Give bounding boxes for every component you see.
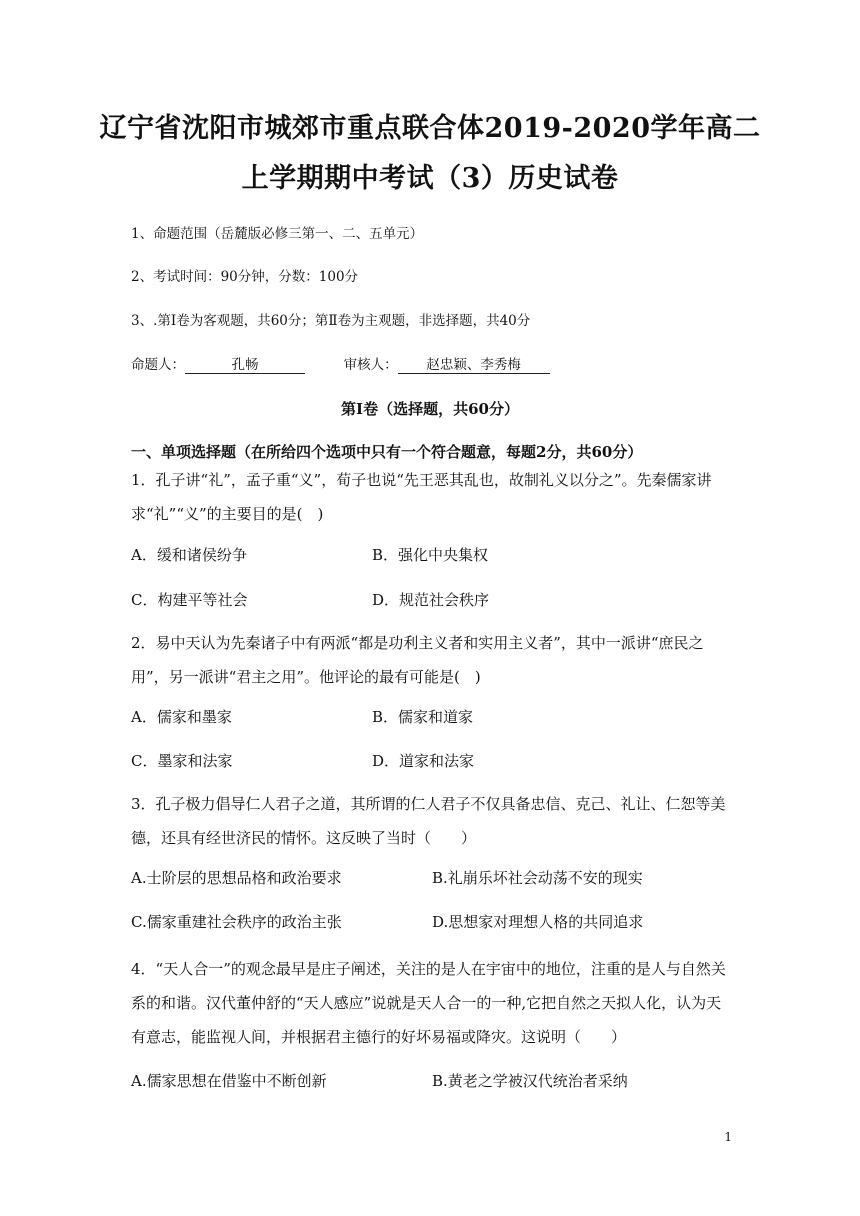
question-1-option-d: D．规范社会秩序: [372, 591, 490, 609]
setter-label: 命题人：: [131, 357, 185, 373]
question-3-option-a: A.士阶层的思想品格和政治要求: [131, 869, 342, 887]
question-3-option-c: C.儒家重建社会秩序的政治主张: [131, 913, 342, 931]
question-3-option-d: D.思想家对理想人格的共同追求: [432, 913, 644, 931]
question-1-stem: 1．孔子讲“礼”，孟子重“义”，荀子也说“先王恶其乱也，故制礼义以分之”。先秦儒家讲求“礼”“义”的主要目的是( ): [131, 471, 712, 523]
reviewer-label: 审核人：: [343, 357, 398, 373]
setter-name: 孔畅: [185, 353, 305, 374]
question-4-option-b: B.黄老之学被汉代统治者采纳: [432, 1072, 628, 1090]
note-scope: 1、命题范围（岳麓版必修三第一、二、五单元）: [131, 226, 424, 242]
question-1-option-a: A．缓和诸侯纷争: [131, 546, 247, 564]
reviewer-name: 赵忠颖、李秀梅: [398, 353, 550, 374]
question-3-option-b: B.礼崩乐坏社会动荡不安的现实: [432, 869, 643, 887]
authors-line: [131, 353, 550, 374]
question-1-option-c: C．构建平等社会: [131, 591, 248, 609]
question-1-option-b: B．强化中央集权: [372, 546, 489, 564]
page-number: 1: [724, 1130, 732, 1144]
question-2-option-d: D．道家和法家: [372, 752, 475, 770]
note-time: 2、考试时间：90分钟，分数：100分: [131, 269, 359, 285]
question-2-option-a: A．儒家和墨家: [131, 708, 232, 726]
note-structure: 3、.第Ⅰ卷为客观题，共60分；第Ⅱ卷为主观题，非选择题，共40分: [131, 313, 531, 329]
question-4-option-a: A.儒家思想在借鉴中不断创新: [131, 1072, 327, 1090]
exam-title-line1: 辽宁省沈阳市城郊市重点联合体2019-2020学年高二: [99, 113, 761, 144]
question-3-stem: 3．孔子极力倡导仁人君子之道，其所谓的仁人君子不仅具备忠信、克己、礼让、仁恕等美德，还具有经世济民的情怀。这反映了当时（ ）: [131, 795, 726, 847]
question-2-option-c: C．墨家和法家: [131, 752, 233, 770]
question-4-stem: 4．“天人合一”的观念最早是庄子阐述，关注的是人在宇宙中的地位，注重的是人与自然关系的和谐。汉代董仲舒的“天人感应”说就是天人合一的一种,它把自然之天拟人化，认为天有意志，能监视人间，并根据君主德行的好坏易福或降灾。这说明（ ）: [131, 960, 726, 1046]
section-title: 第Ⅰ卷（选择题，共60分）: [341, 400, 519, 418]
question-2-option-b: B．儒家和道家: [372, 708, 474, 726]
exam-title-line2: 上学期期中考试（3）历史试卷: [241, 163, 619, 194]
part-heading: 一、单项选择题（在所给四个选项中只有一个符合题意，每题2分，共60分）: [131, 443, 643, 461]
question-2-stem: 2．易中天认为先秦诸子中有两派“都是功利主义者和实用主义者”，其中一派讲“庶民之用”，另一派讲“君主之用”。他评论的最有可能是( ): [131, 634, 704, 686]
